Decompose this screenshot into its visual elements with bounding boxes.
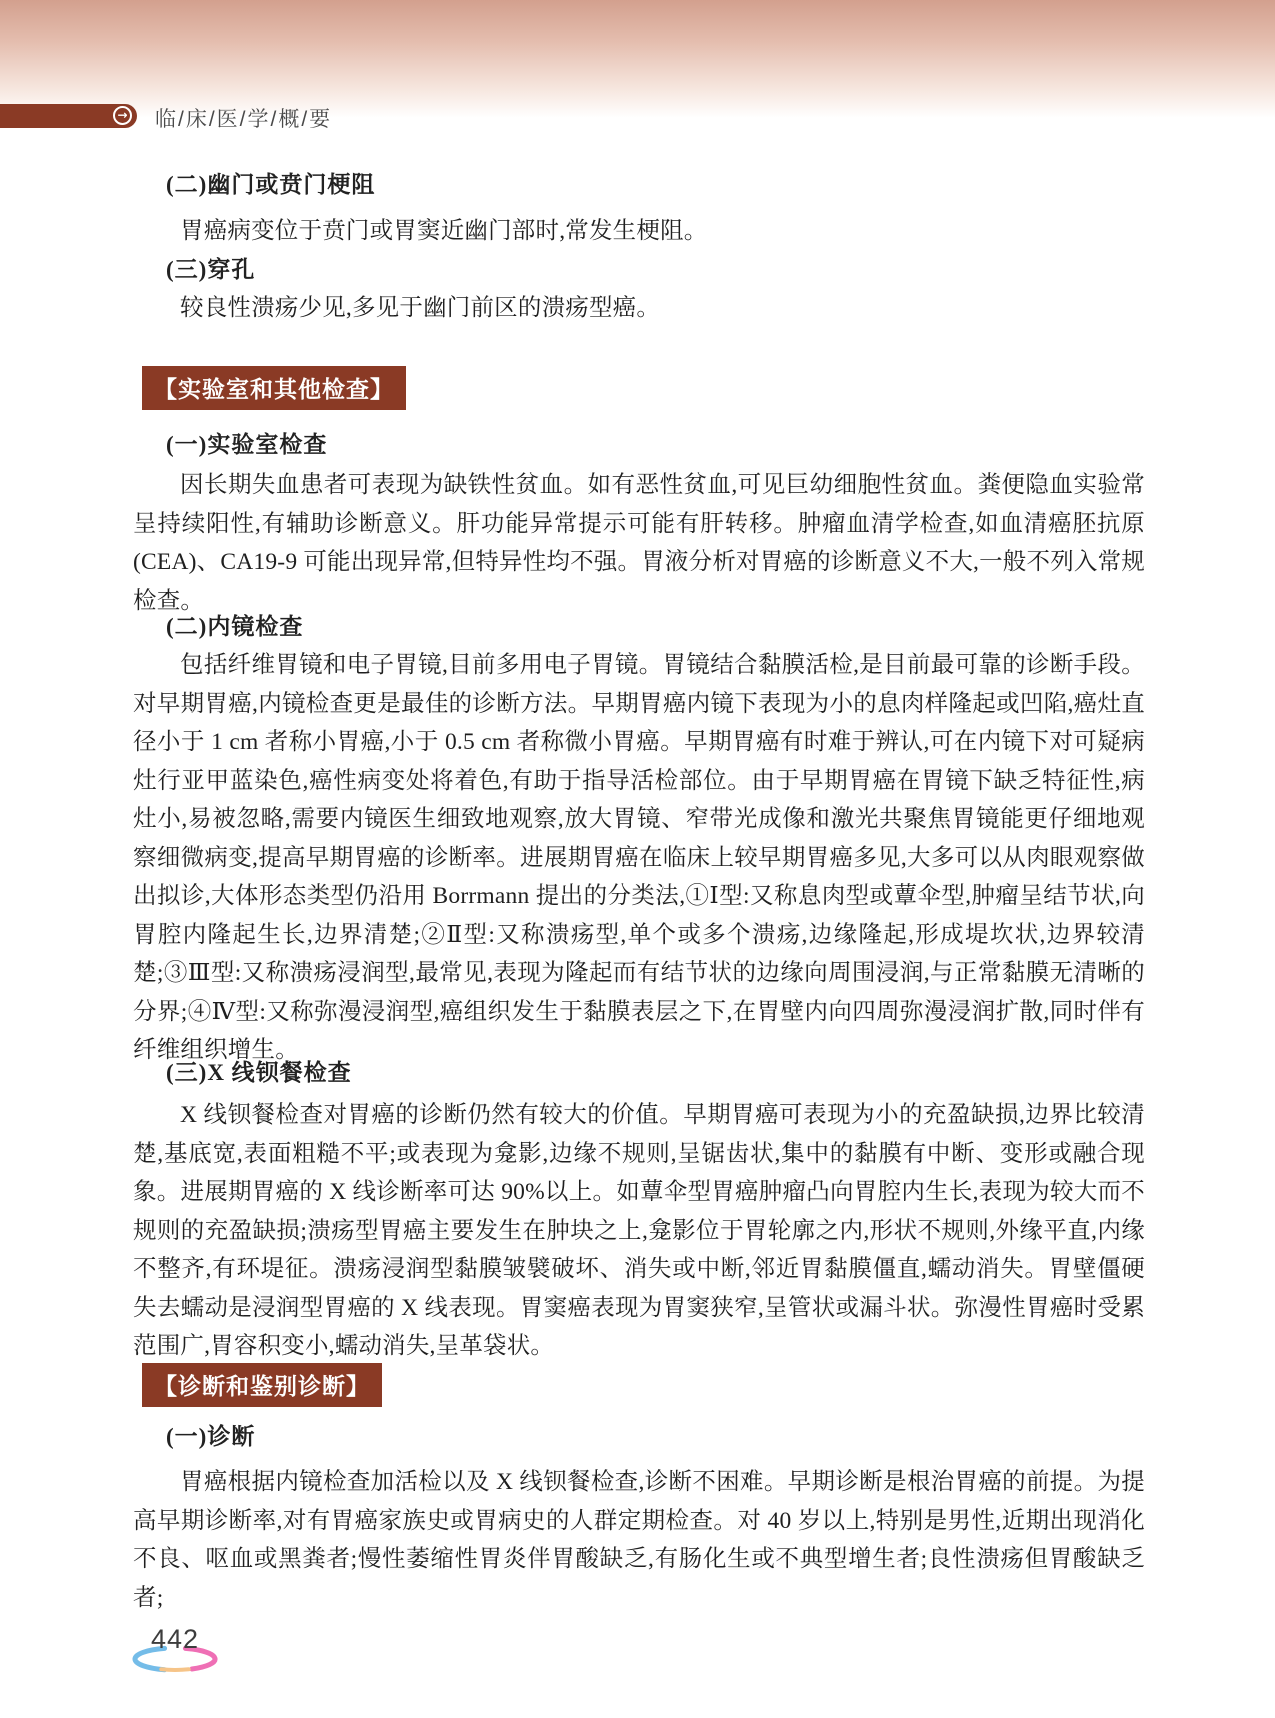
page-number: 442 xyxy=(150,1624,200,1654)
subheading-endoscopy-exam: (二)内镜检查 xyxy=(166,614,304,639)
header-bar xyxy=(0,104,137,128)
subheading-diagnosis: (一)诊断 xyxy=(166,1424,256,1449)
paragraph-laboratory-exam: 因长期失血患者可表现为缺铁性贫血。如有恶性贫血,可见巨幼细胞性贫血。粪便隐血实验常呈持续阳性,有辅助诊断意义。肝功能异常提示可能有肝转移。肿瘤血清学检查,如血清癌胚抗原(CEA)、CA19-9 可能出现异常,但特异性均不强。胃液分析对胃癌的诊断意义不大,一般不列入常规检查。 xyxy=(133,472,1145,614)
subheading-perforation: (三)穿孔 xyxy=(166,257,256,282)
paragraph-xray-barium-exam: X 线钡餐检查对胃癌的诊断仍然有较大的价值。早期胃癌可表现为小的充盈缺损,边界比较清楚,基底宽,表面粗糙不平;或表现为龛影,边缘不规则,呈锯齿状,集中的黏膜有中断、变形或融合现象。进展期胃癌的 X 线诊断率可达 90%以上。如蕈伞型胃癌肿瘤凸向胃腔内生长,表现为较大而不规则的充盈缺损;溃疡型胃癌主要发生在肿块之上,龛影位于胃轮廓之内,形状不规则,外缘平直,内缘不整齐,有环堤征。溃疡浸润型黏膜皱襞破坏、消失或中断,邻近胃黏膜僵直,蠕动消失。胃壁僵硬失去蠕动是浸润型胃癌的 X 线表现。胃窦癌表现为胃窦狭窄,呈管状或漏斗状。弥漫性胃癌时受累范围广,胃容积变小,蠕动消失,呈革袋状。 xyxy=(133,1102,1145,1359)
book-title: 临/床/医/学/概/要 xyxy=(155,108,333,131)
paragraph-obstruction: 胃癌病变位于贲门或胃窦近幽门部时,常发生梗阻。 xyxy=(180,218,708,244)
paragraph-perforation: 较良性溃疡少见,多见于幽门前区的溃疡型癌。 xyxy=(180,295,661,321)
subheading-laboratory-exam: (一)实验室检查 xyxy=(166,432,328,457)
page-content xyxy=(133,0,1145,1718)
arrow-right-circle-icon: → xyxy=(113,106,132,125)
paragraph-diagnosis: 胃癌根据内镜检查加活检以及 X 线钡餐检查,诊断不困难。早期诊断是根治胃癌的前提。为提高早期诊断率,对有胃癌家族史或胃病史的人群定期检查。对 40 岁以上,特别是男性,近期出现消化不良、呕血或黑粪者;慢性萎缩性胃炎伴胃酸缺乏,有肠化生或不典型增生者;良性溃疡但胃酸缺乏者; xyxy=(133,1469,1145,1611)
subheading-pyloric-cardia-obstruction: (二)幽门或贲门梗阻 xyxy=(166,172,376,197)
section-banner-diagnosis: 【诊断和鉴别诊断】 xyxy=(142,1363,382,1407)
section-banner-lab-and-other-exams: 【实验室和其他检查】 xyxy=(142,366,406,410)
page-number-badge xyxy=(127,1624,223,1676)
subheading-xray-barium-exam: (三)X 线钡餐检查 xyxy=(166,1060,352,1085)
paragraph-endoscopy-exam: 包括纤维胃镜和电子胃镜,目前多用电子胃镜。胃镜结合黏膜活检,是目前最可靠的诊断手段。对早期胃癌,内镜检查更是最佳的诊断方法。早期胃癌内镜下表现为小的息肉样隆起或凹陷,癌灶直径小于 1 cm 者称小胃癌,小于 0.5 cm 者称微小胃癌。早期胃癌有时难于辨认,可在内镜下对可疑病灶行亚甲蓝染色,癌性病变处将着色,有助于指导活检部位。由于早期胃癌在胃镜下缺乏特征性,病灶小,易被忽略,需要内镜医生细致地观察,放大胃镜、窄带光成像和激光共聚焦胃镜能更仔细地观察细微病变,提高早期胃癌的诊断率。进展期胃癌在临床上较早期胃癌多见,大多可以从肉眼观察做出拟诊,大体形态类型仍沿用 Borrmann 提出的分类法,①Ⅰ型:又称息肉型或蕈伞型,肿瘤呈结节状,向胃腔内隆起生长,边界清楚;②Ⅱ型:又称溃疡型,单个或多个溃疡,边缘隆起,形成堤坎状,边界较清楚;③Ⅲ型:又称溃疡浸润型,最常见,表现为隆起而有结节状的边缘向周围浸润,与正常黏膜无清晰的分界;④Ⅳ型:又称弥漫浸润型,癌组织发生于黏膜表层之下,在胃壁内向四周弥漫浸润扩散,同时伴有纤维组织增生。 xyxy=(133,652,1145,1063)
